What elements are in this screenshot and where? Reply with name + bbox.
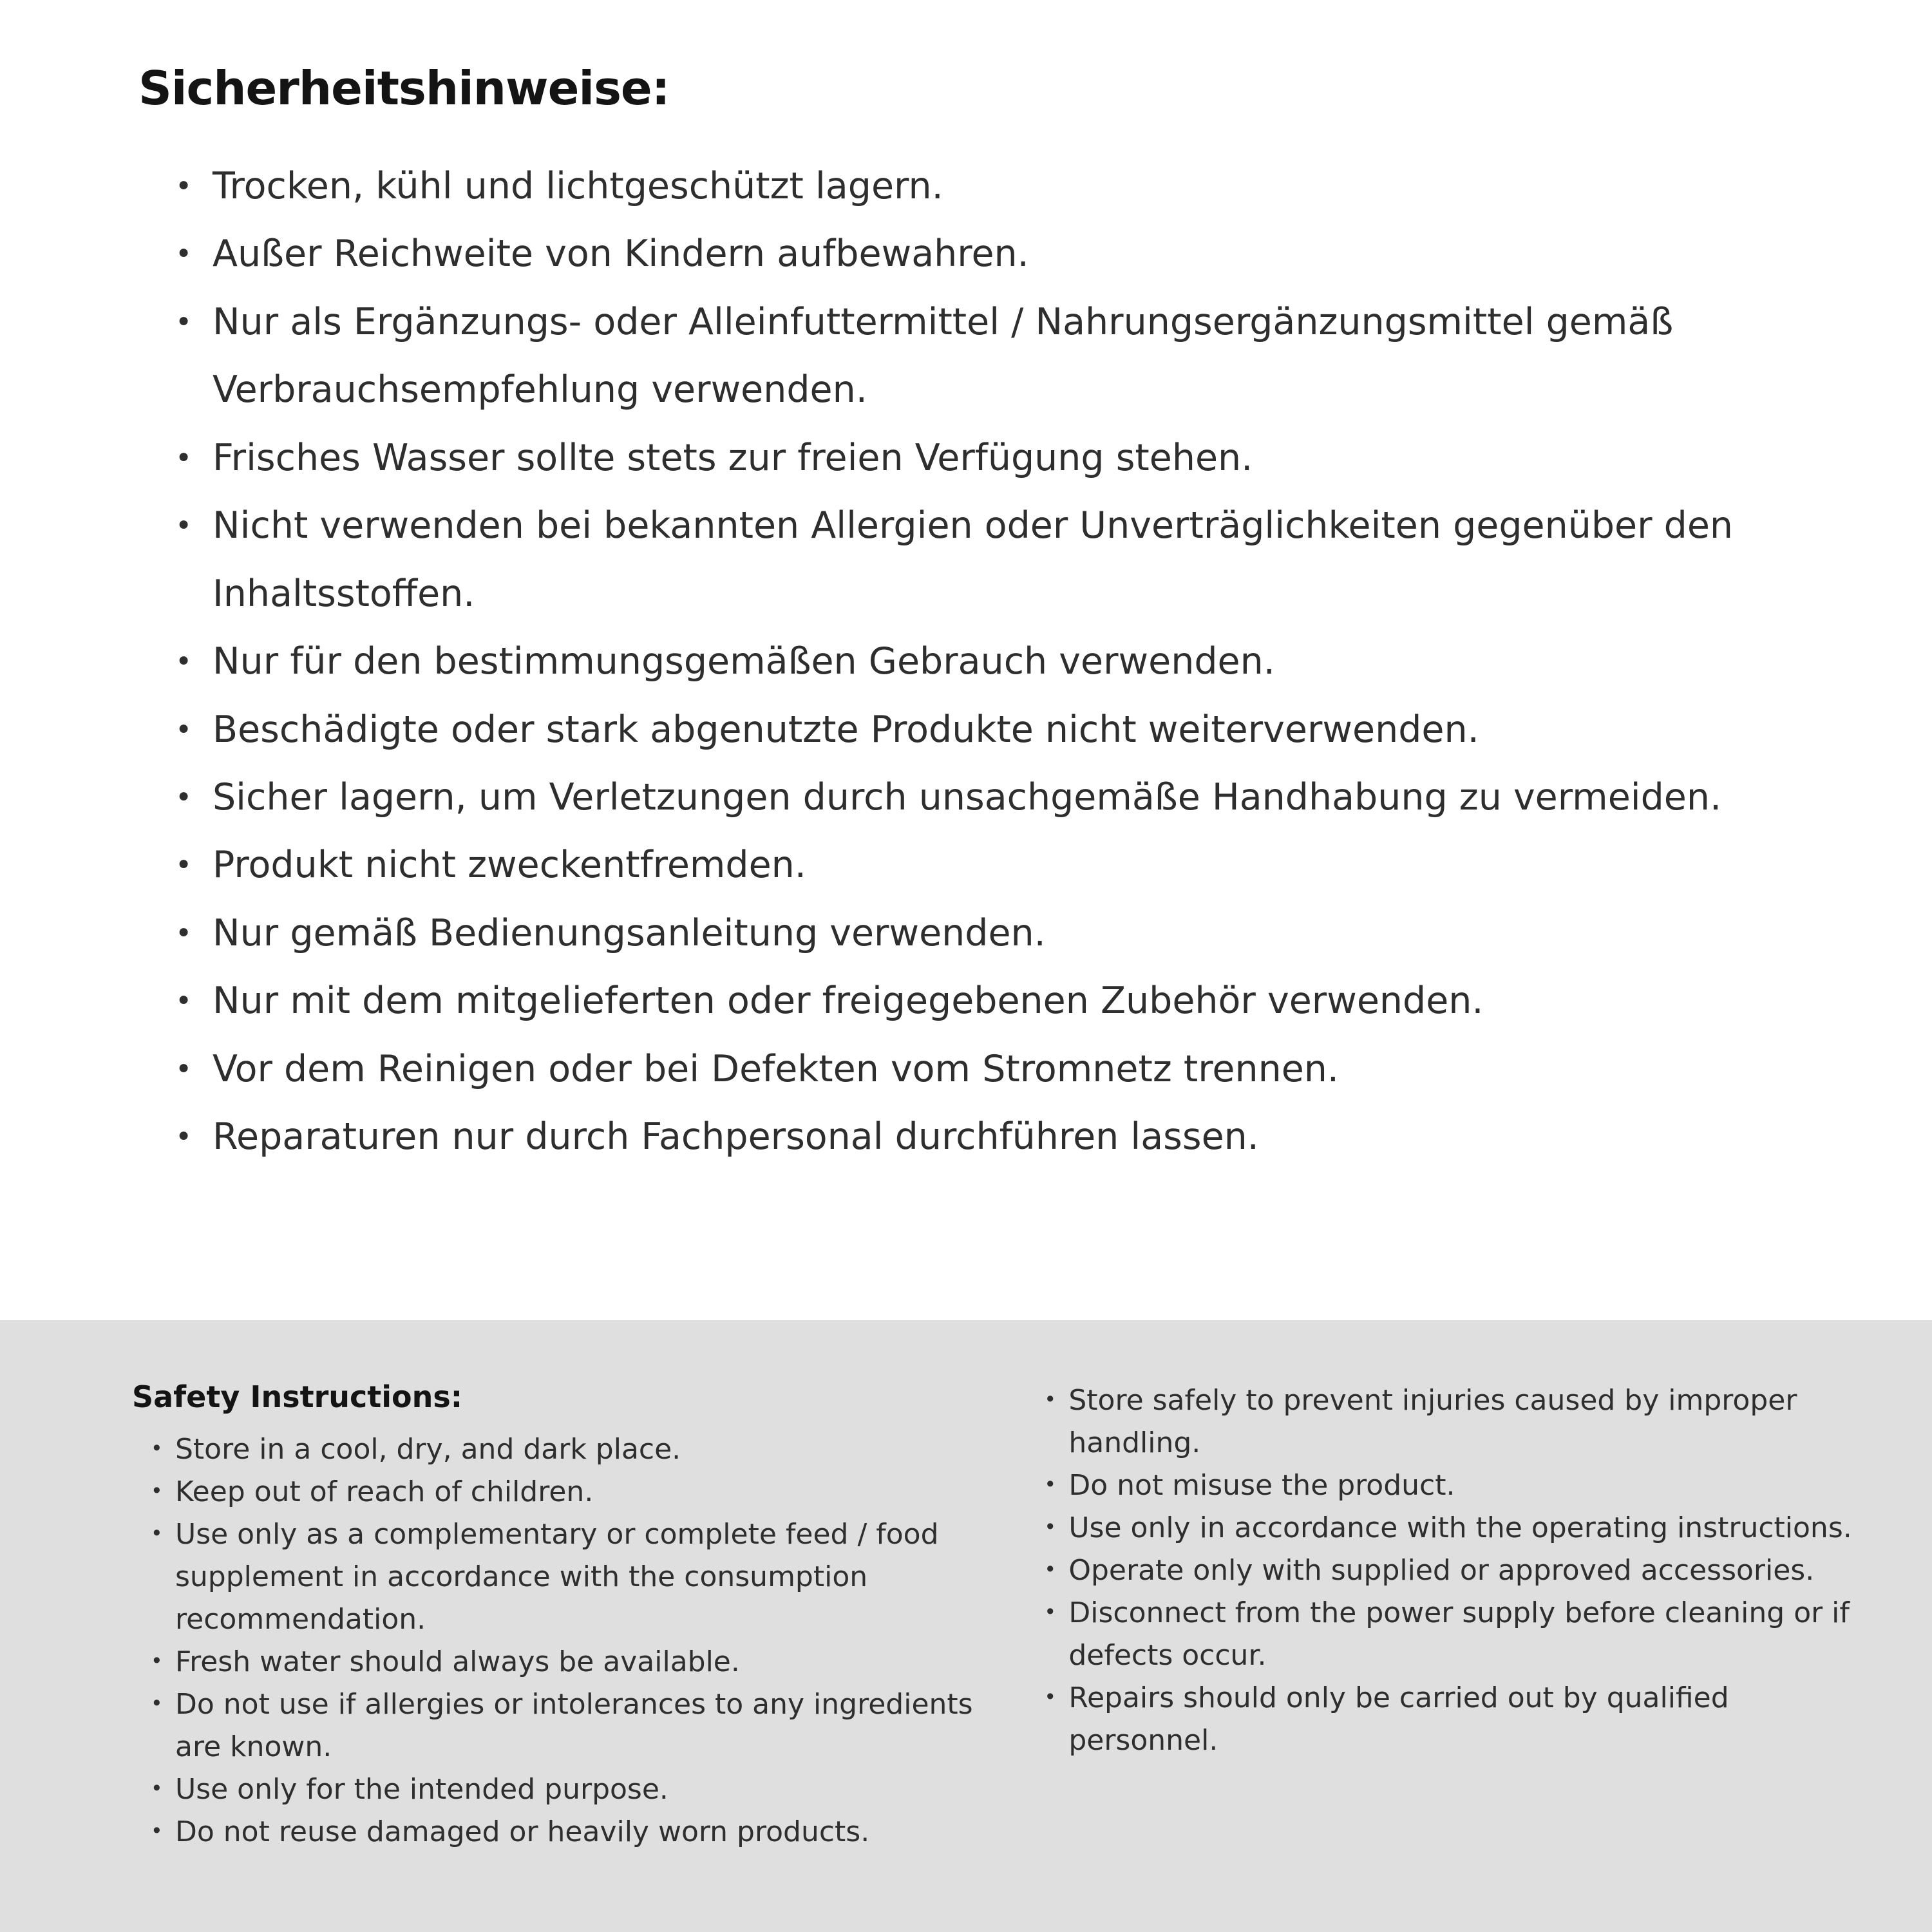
- safety-item-en: • Repairs should only be carried out by qualified personnel.: [1041, 1677, 1859, 1762]
- safety-item-de: • Nur gemäß Bedienungsanleitung verwenden.: [175, 900, 1772, 967]
- german-section-title: Sicherheitshinweise:: [138, 61, 670, 115]
- english-safety-list-right: [1041, 1379, 1859, 1762]
- safety-item-de: • Nur als Ergänzungs- oder Alleinfuttermittel / Nahrungsergänzungsmittel gemäß Verbrauchsempfehlung verwenden.: [175, 289, 1772, 424]
- safety-item-en: • Store in a cool, dry, and dark place.: [148, 1428, 985, 1471]
- safety-item-en: • Use only as a complementary or complete feed / food supplement in accordance with the consumption recommendation.: [148, 1513, 985, 1641]
- safety-item-de: • Produkt nicht zweckentfremden.: [175, 831, 1772, 899]
- safety-item-de: • Frisches Wasser sollte stets zur freien Verfügung stehen.: [175, 424, 1772, 492]
- safety-item-de: • Trocken, kühl und lichtgeschützt lagern.: [175, 153, 1772, 220]
- safety-item-de: • Beschädigte oder stark abgenutzte Produkte nicht weiterverwenden.: [175, 696, 1772, 764]
- english-right-column: [1041, 1379, 1868, 1932]
- safety-item-en: • Do not reuse damaged or heavily worn products.: [148, 1811, 985, 1853]
- english-safety-list-left: [148, 1428, 985, 1853]
- german-safety-list: [175, 153, 1772, 1171]
- safety-item-en: • Disconnect from the power supply before cleaning or if defects occur.: [1041, 1592, 1859, 1677]
- safety-item-en: • Do not use if allergies or intolerances to any ingredients are known.: [148, 1683, 985, 1768]
- safety-item-en: • Use only for the intended purpose.: [148, 1768, 985, 1811]
- safety-item-en: • Use only in accordance with the operating instructions.: [1041, 1507, 1859, 1549]
- safety-item-de: • Nur für den bestimmungsgemäßen Gebrauch verwenden.: [175, 628, 1772, 696]
- safety-item-en: • Keep out of reach of children.: [148, 1471, 985, 1513]
- safety-item-de: • Nur mit dem mitgelieferten oder freigegebenen Zubehör verwenden.: [175, 967, 1772, 1035]
- safety-item-en: • Fresh water should always be available.: [148, 1641, 985, 1683]
- safety-item-de: • Vor dem Reinigen oder bei Defekten vom Stromnetz trennen.: [175, 1036, 1772, 1103]
- english-left-column: [132, 1379, 993, 1932]
- safety-item-de: • Reparaturen nur durch Fachpersonal durchführen lassen.: [175, 1103, 1772, 1171]
- safety-item-de: • Außer Reichweite von Kindern aufbewahren.: [175, 220, 1772, 288]
- english-safety-section: [0, 1320, 1932, 1932]
- safety-item-de: • Sicher lagern, um Verletzungen durch unsachgemäße Handhabung zu vermeiden.: [175, 764, 1772, 831]
- safety-item-de: • Nicht verwenden bei bekannten Allergien oder Unverträglichkeiten gegenüber den Inhaltsstoffen.: [175, 492, 1772, 628]
- english-section-title: Safety Instructions:: [132, 1379, 463, 1414]
- safety-item-en: • Operate only with supplied or approved accessories.: [1041, 1549, 1859, 1592]
- safety-item-en: • Store safely to prevent injuries caused by improper handling.: [1041, 1379, 1859, 1464]
- safety-item-en: • Do not misuse the product.: [1041, 1464, 1859, 1507]
